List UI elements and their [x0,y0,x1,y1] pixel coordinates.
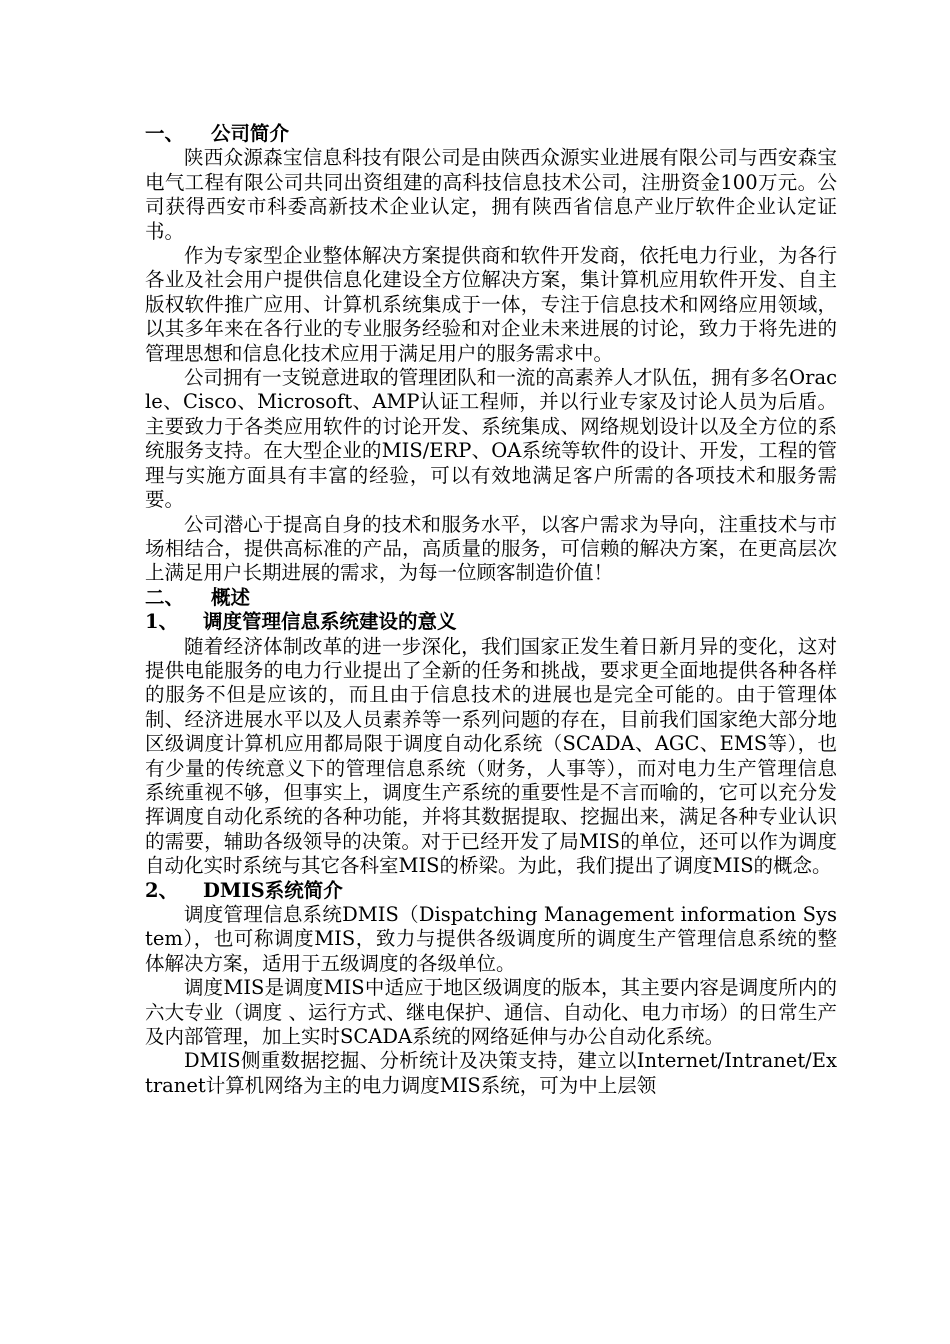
section-1-paragraph-3: 公司拥有一支锐意进取的管理团队和一流的高素养人才队伍，拥有多名Oracle、Cisco、Microsoft、AMP认证工程师，并以行业专家及讨论人员为后盾。主要致力于各类应用软件的讨论开发、系统集成、网络规划设计以及全方位的系统服务支持。在大型企业的MIS/ERP、OA系统等软件的设计、开发，工程的管理与实施方面具有丰富的经验，可以有效地满足客户所需的各项技术和服务需要。 [145,366,837,512]
section-2-number: 二、 [145,585,185,609]
subsection-1-heading [145,610,837,634]
subsection-2-paragraph-3: DMIS侧重数据挖掘、分析统计及决策支持，建立以Internet/Intranet/Extranet计算机网络为主的电力调度MIS系统，可为中上层领 [145,1049,837,1097]
subsection-2-paragraph-1: 调度管理信息系统DMIS（Dispatching Management information System），也可称调度MIS，致力与提供各级调度所的调度生产管理信息系统的整体解决方案，适用于五级调度的各级单位。 [145,903,837,975]
document-page [145,122,837,1098]
subsection-2-title: DMIS系统简介 [203,878,343,902]
section-2-title: 概述 [211,585,251,609]
section-1-paragraph-4: 公司潜心于提高自身的技术和服务水平，以客户需求为导向，注重技术与市场相结合，提供高标准的产品，高质量的服务，可信赖的解决方案，在更高层次上满足用户长期进展的需求，为每一位顾客制造价值！ [145,512,837,585]
section-1-paragraph-2: 作为专家型企业整体解决方案提供商和软件开发商，依托电力行业，为各行各业及社会用户提供信息化建设全方位解决方案，集计算机应用软件开发、自主版权软件推广应用、计算机系统集成于一体，专注于信息技术和网络应用领域，以其多年来在各行业的专业服务经验和对企业未来进展的讨论，致力于将先进的管理思想和信息化技术应用于满足用户的服务需求中。 [145,244,837,365]
section-1-paragraph-1: 陕西众源森宝信息科技有限公司是由陕西众源实业进展有限公司与西安森宝电气工程有限公司共同出资组建的高科技信息技术公司，注册资金100万元。公司获得西安市科委高新技术企业认定，拥有陕西省信息产业厅软件企业认定证书。 [145,146,837,243]
subsection-1-number: 1、 [145,610,179,634]
subsection-1-title: 调度管理信息系统建设的意义 [203,610,457,634]
section-1-number: 一、 [145,122,185,145]
section-1-title: 公司简介 [211,122,290,145]
subsection-1-paragraph-1: 随着经济体制改革的进一步深化，我们国家正发生着日新月异的变化，这对提供电能服务的电力行业提出了全新的任务和挑战，要求更全面地提供各种各样的服务不但是应该的，而且由于信息技术的进展也是完全可能的。由于管理体制、经济进展水平以及人员素养等一系列问题的存在，目前我们国家绝大部分地区级调度计算机应用都局限于调度自动化系统（SCADA、AGC、EMS等），也有少量的传统意义下的管理信息系统（财务，人事等），而对电力生产管理信息系统重视不够，但事实上，调度生产系统的重要性是不言而喻的，它可以充分发挥调度自动化系统的各种功能，并将其数据提取、挖掘出来，满足各种专业认识的需要，辅助各级领导的决策。对于已经开发了局MIS的单位，还可以作为调度自动化实时系统与其它各科室MIS的桥梁。为此，我们提出了调度MIS的概念。 [145,634,837,878]
subsection-2-number: 2、 [145,878,179,902]
subsection-2-paragraph-2: 调度MIS是调度MIS中适应于地区级调度的版本，其主要内容是调度所内的六大专业（调度 、运行方式、继电保护、通信、自动化、电力市场）的日常生产及内部管理，加上实时SCADA系统的网络延伸与办公自动化系统。 [145,976,837,1049]
subsection-2-heading [145,879,837,903]
section-1-heading [145,122,837,146]
section-2-heading [145,586,837,610]
